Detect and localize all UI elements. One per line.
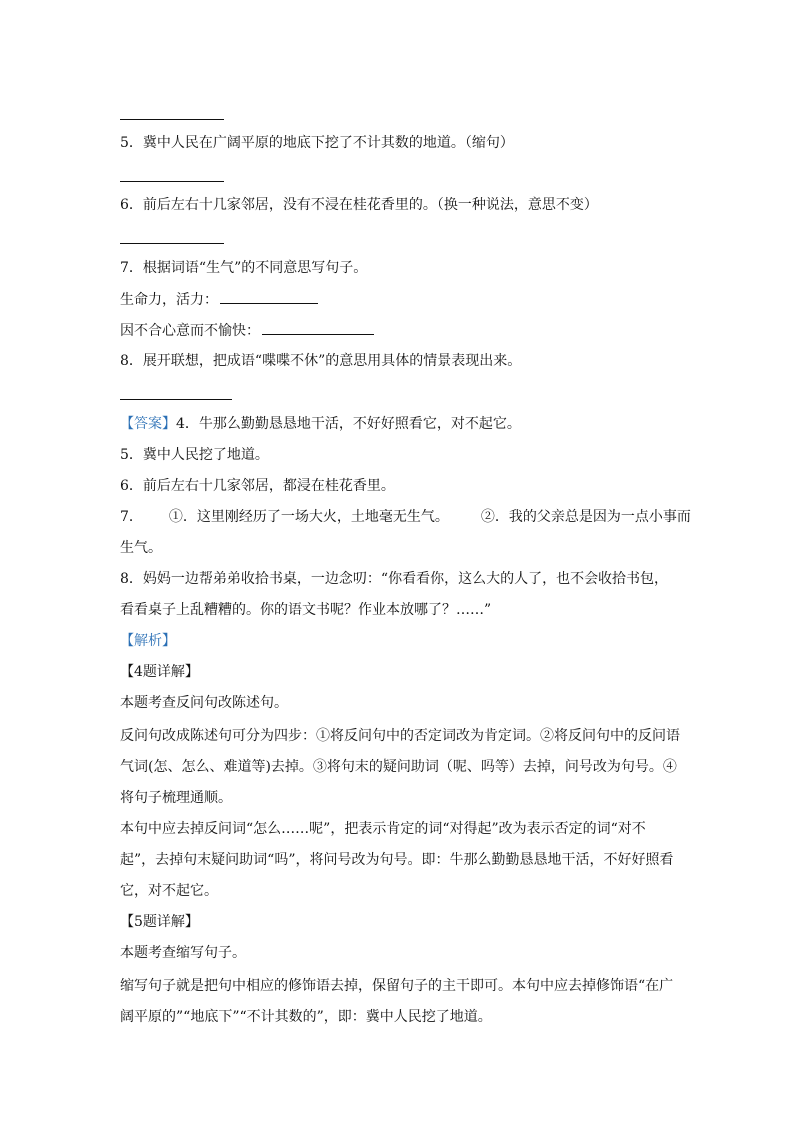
- analysis-4-intro: 本题考查反问句改陈述句。: [120, 695, 288, 711]
- answer-blank-line: [120, 181, 224, 182]
- analysis-4-steps-line-3: 将句子梳理通顺。: [120, 790, 232, 806]
- answer-6: 6．前后左右十几家邻居，都浸在桂花香里。: [120, 478, 395, 494]
- question-8: 8．展开联想，把成语“喋喋不休”的意思用具体的情景表现出来。: [120, 353, 522, 369]
- answer-7-part-2: ②．我的父亲总是因为一点小事而: [480, 509, 691, 525]
- answer-5: 5．冀中人民挖了地道。: [120, 447, 269, 463]
- analysis-4-explain-line-1: 本句中应去掉反问词“怎么……呢”，把表示肯定的词“对得起”改为表示否定的词“对不: [120, 821, 646, 837]
- answer-7-continued: 生气。: [120, 540, 162, 556]
- analysis-4-explain-line-2: 起”，去掉句末疑问助词“吗”，将问号改为句号。即：牛那么勤勤恳恳地干活，不好好照看: [120, 852, 674, 868]
- analysis-5-explain-line-1: 缩写句子就是把句中相应的修饰语去掉，保留句子的主干即可。本句中应去掉修饰语“在广: [120, 978, 674, 994]
- answer-7: [120, 507, 691, 527]
- answer-4: [120, 414, 680, 434]
- answer-blank-line: [120, 243, 224, 244]
- answer-blank-line: [120, 399, 232, 400]
- answer-8-line-1: 8．妈妈一边帮弟弟收拾书桌，一边念叨：“你看看你，这么大的人了，也不会收拾书包，: [120, 571, 669, 587]
- question-6: 6．前后左右十几家邻居，没有不浸在桂花香里的。（换一种说法，意思不变）: [120, 197, 598, 213]
- analysis-4-explain-line-3: 它，对不起它。: [120, 883, 218, 899]
- answer-8-line-2: 看看桌子上乱糟糟的。你的语文书呢？作业本放哪了？……”: [120, 602, 492, 618]
- answer-blank-line: [120, 119, 224, 120]
- analysis-4-steps-line-1: 反问句改成陈述句可分为四步：①将反问句中的否定词改为肯定词。②将反问句中的反问语: [120, 728, 680, 744]
- analysis-heading-4: 【4题详解】: [120, 664, 199, 680]
- answer-blank-line: [220, 289, 318, 304]
- question-7: 7．根据词语“生气”的不同意思写句子。: [120, 260, 368, 276]
- answer-4-text: 4．牛那么勤勤恳恳地干活，不好好照看它，对不起它。: [176, 416, 521, 432]
- question-7-item-a: [120, 289, 680, 310]
- analysis-5-intro: 本题考查缩写句子。: [120, 945, 246, 961]
- answer-7-number: 7．: [120, 509, 143, 525]
- answer-7-part-1: ①．这里刚经历了一场大火，土地毫无生气。: [168, 509, 449, 525]
- analysis-4-steps-line-2: 气词(怎、怎么、难道等)去掉。③将句末的疑问助词（呢、吗等）去掉，问号改为句号。④: [120, 759, 677, 775]
- answer-blank-line: [262, 320, 374, 335]
- analysis-tag: 【解析】: [120, 633, 176, 649]
- question-7-item-b: [120, 320, 680, 341]
- analysis-heading-5: 【5题详解】: [120, 914, 199, 930]
- question-7-item-b-label: 因不合心意而不愉快：: [120, 323, 260, 339]
- question-5: 5．冀中人民在广阔平原的地底下挖了不计其数的地道。（缩句）: [120, 135, 514, 151]
- answer-tag: 【答案】: [120, 416, 176, 432]
- question-7-item-a-label: 生命力，活力：: [120, 292, 218, 308]
- analysis-5-explain-line-2: 阔平原的”“地底下”“不计其数的”，即：冀中人民挖了地道。: [120, 1009, 492, 1025]
